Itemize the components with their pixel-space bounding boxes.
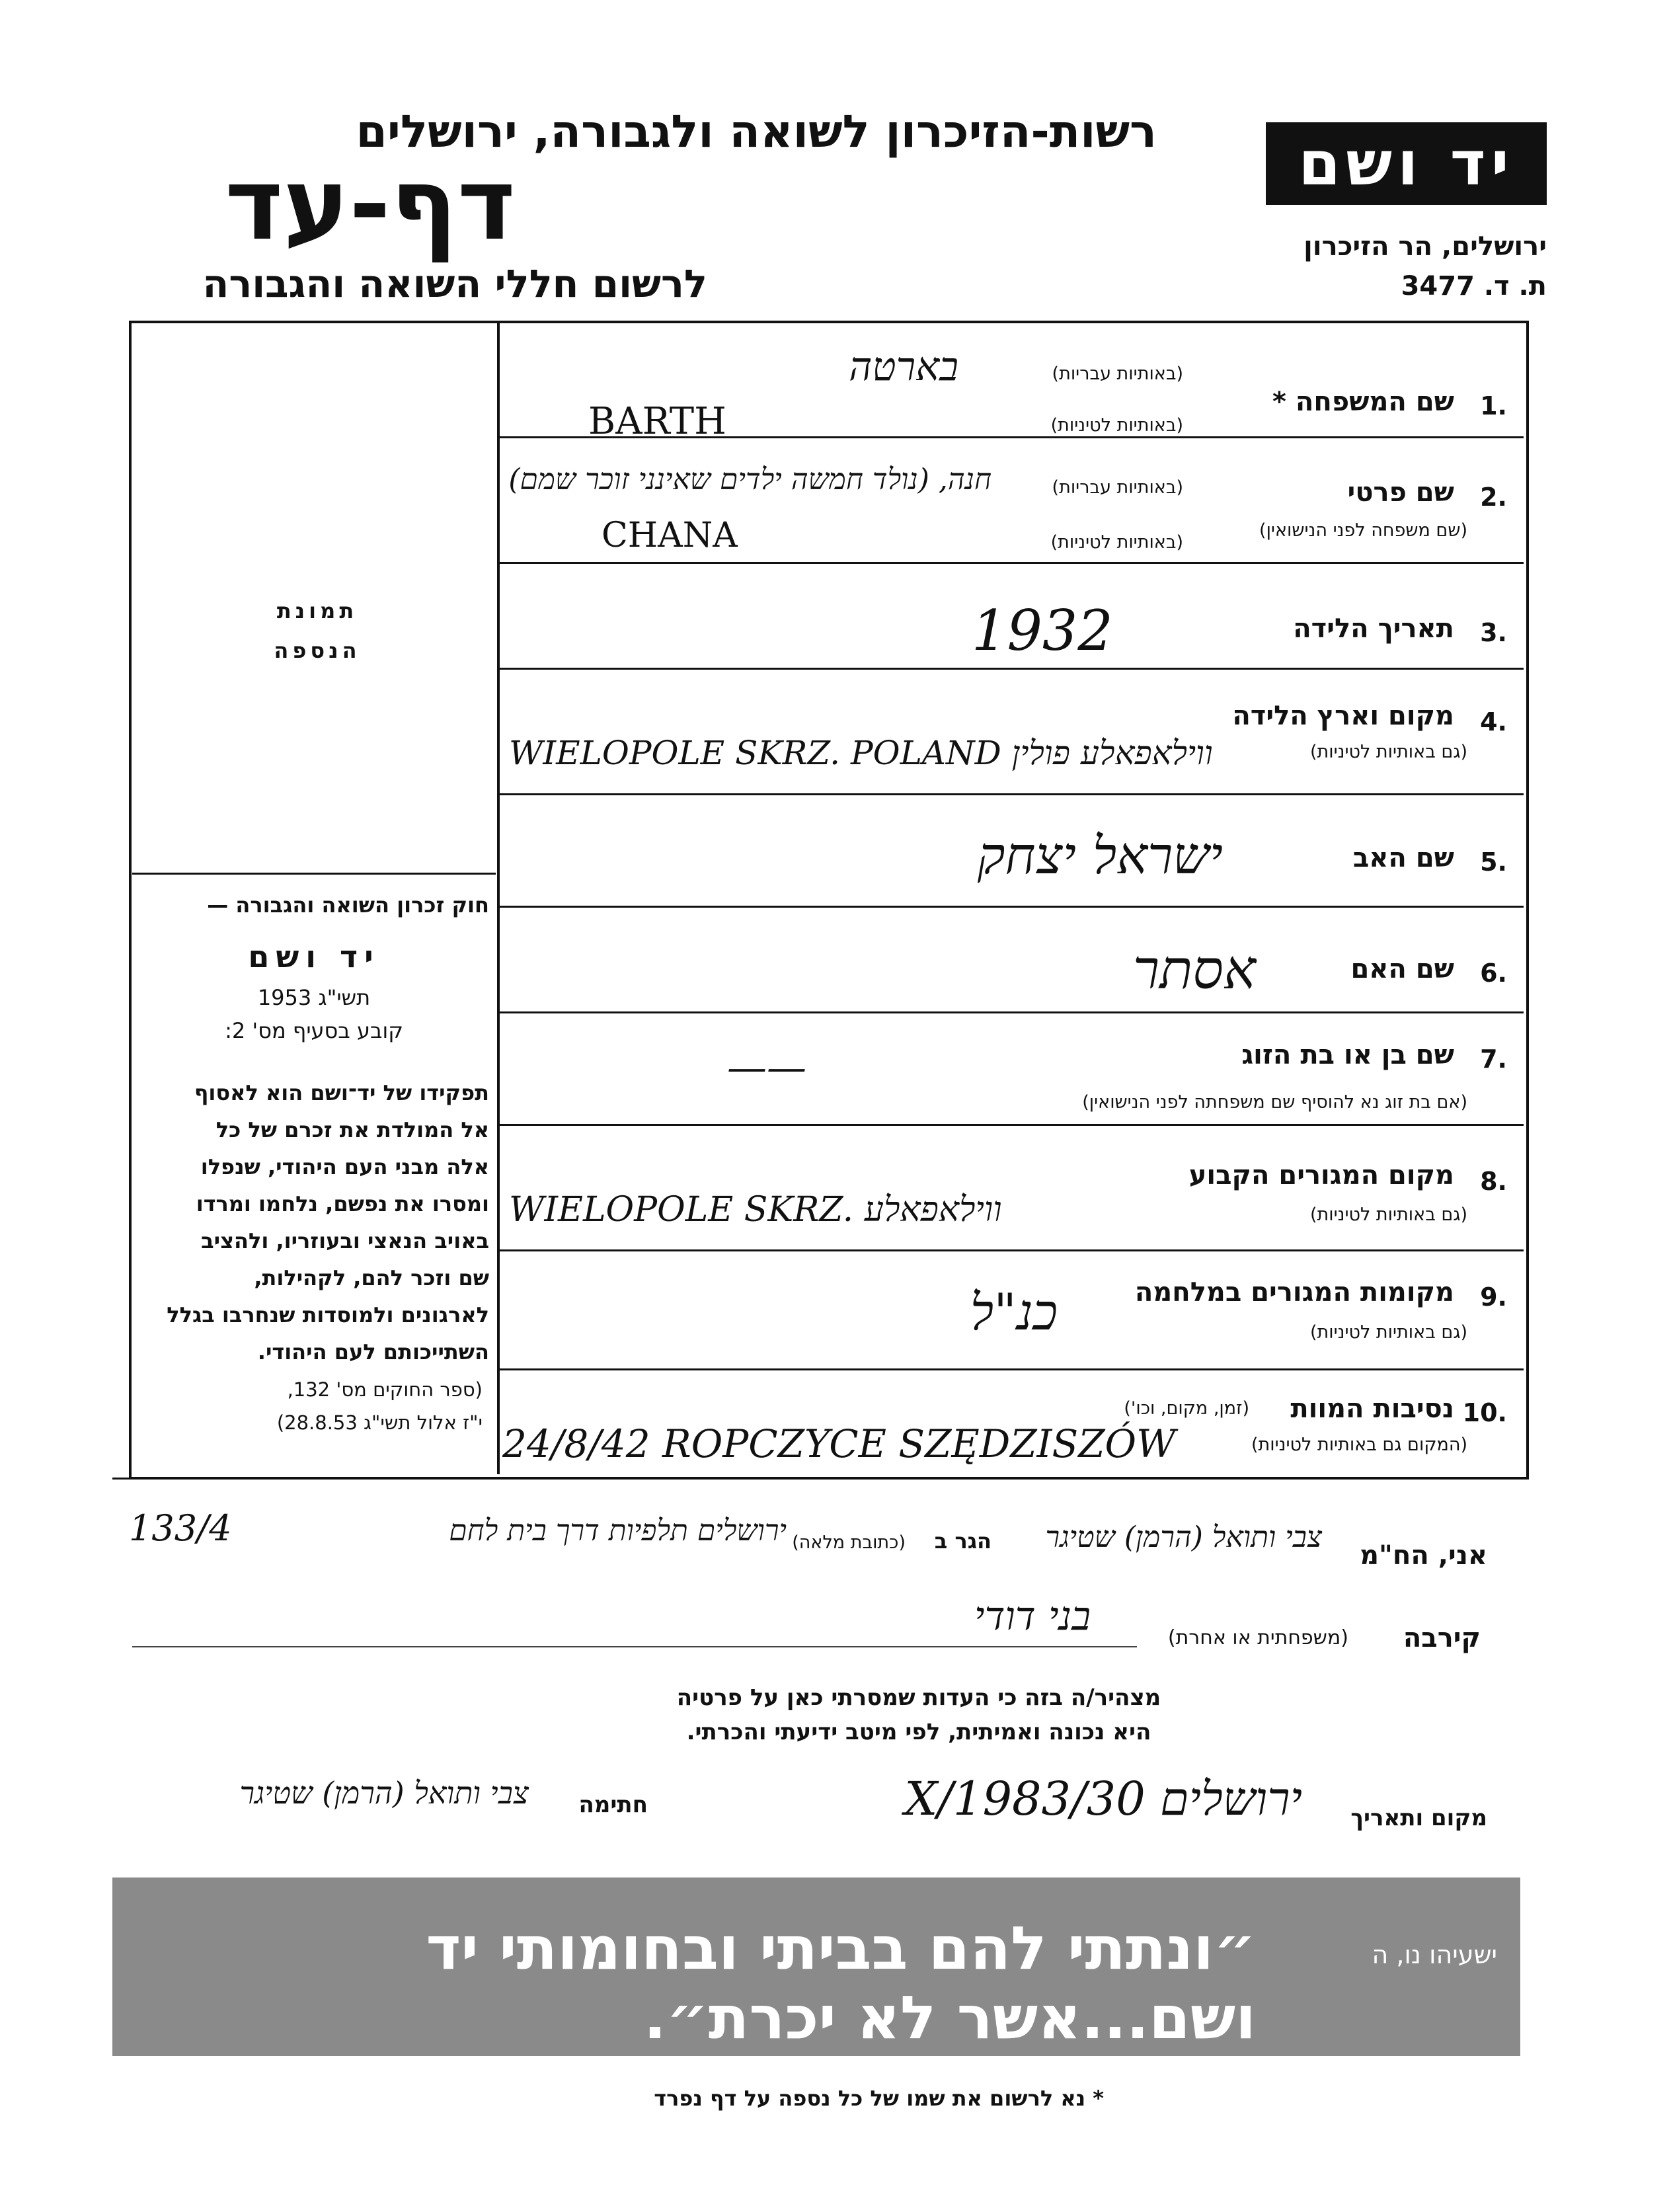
field-note: (המקום גם באותיות לטיניות) (1251, 1435, 1467, 1455)
surname-hebrew-value: בארטה (849, 344, 958, 390)
law-source: י"ז אלול תשי"ג 28.8.53) (276, 1411, 483, 1434)
first-name-latin-value: CHANA (602, 516, 738, 555)
law-title: חוק זכרון השואה והגבורה — (207, 892, 489, 918)
signature-label: חתימה (578, 1792, 648, 1818)
witness-prefix: אני, הח"מ (1360, 1540, 1487, 1571)
witness-name-value: צבי ותואל (הרמן) שטיגר (1045, 1521, 1322, 1554)
relation-value: בני דודי (974, 1593, 1091, 1639)
father-name-value: ישראל יצחק (977, 826, 1223, 886)
field-note: (גם באותיות לטיניות) (1309, 1205, 1467, 1225)
row-divider (499, 793, 1524, 795)
address: ירושלים, הר הזיכרון (1303, 231, 1547, 262)
field-label-mother: שם האם (1350, 954, 1454, 984)
photo-label: הנספה (274, 638, 361, 663)
relation-label: קירבה (1403, 1623, 1481, 1653)
field-note: (שם משפחה לפני הנישואין) (1259, 520, 1467, 541)
law-clause: קובע בסעיף מס' 2: (225, 1018, 403, 1043)
surname-latin-value: BARTH (588, 400, 726, 443)
field-label-wartime-residence: מקומות המגורים במלחמה (1134, 1277, 1454, 1308)
page-subtitle: לרשום חללי השואה והגבורה (202, 261, 707, 306)
footer-note: * נא לרשום את שמו של כל נספה על דף נפרד (654, 2086, 1104, 2111)
field-number: 4. (1480, 707, 1507, 736)
wartime-residence-value: כנ"ל (970, 1283, 1058, 1341)
law-source: (ספר החוקים מס' 132, (287, 1378, 483, 1401)
field-label-residence: מקום המגורים הקבוע (1188, 1160, 1454, 1191)
row-divider (499, 1011, 1524, 1013)
field-number: 3. (1480, 618, 1507, 647)
field-number: 10. (1462, 1398, 1507, 1427)
law-line: השתייכותם לעם היהודי. (257, 1339, 489, 1364)
lives-at-label: הגר ב (934, 1528, 991, 1554)
quote-text: ״ונתתי להם בביתי ובחומותי יד ושם...אשר לא יכרת״. (426, 1914, 1256, 2053)
relation-note: (משפחתית או אחרת) (1167, 1626, 1348, 1649)
field-number: 2. (1480, 483, 1507, 512)
law-line: תפקידו של יד־ושם הוא לאסוף (194, 1080, 489, 1105)
mother-name-value: אסתר (1132, 939, 1256, 1002)
relation-underline (132, 1646, 1137, 1647)
photo-label: תמונת (276, 598, 358, 623)
house-number-value: 133/4 (129, 1507, 232, 1549)
field-note: (גם באותיות לטיניות) (1309, 742, 1467, 762)
field-label-spouse: שם בן או בת הזוג (1241, 1040, 1454, 1070)
declaration-line: מצהיר/ה בזה כי העדות שמסרתי כאן על פרטיה (676, 1684, 1161, 1711)
birthplace-value: WIELOPOLE SKRZ. POLAND ווילאפאלע פולין (509, 734, 1213, 772)
place-date-value: ירושלים 30/X/1983 (904, 1772, 1302, 1826)
birth-date-value: 1932 (972, 598, 1113, 663)
law-name: יד ושם (248, 939, 380, 974)
page-title: דף-עד (225, 147, 516, 262)
field-label-death: נסיבות המוות (1290, 1394, 1454, 1424)
row-divider (499, 1249, 1524, 1251)
row-divider (499, 1368, 1524, 1370)
residence-value: WIELOPOLE SKRZ. ווילאפאלע (509, 1190, 1002, 1230)
place-date-label: מקום ותאריך (1350, 1805, 1487, 1831)
field-label-first-name: שם פרטי (1347, 477, 1454, 508)
field-sub-latin: (באותיות לטיניות) (1050, 415, 1183, 436)
law-year: תשי"ג 1953 (257, 985, 371, 1010)
law-line: שם וזכר להם, לקהילות, (254, 1265, 489, 1290)
law-line: ומסרו את נפשם, נלחמו ומרדו (196, 1191, 489, 1216)
address-note: (כתובת מלאה) (792, 1532, 906, 1553)
po-box: ת. ד. 3477 (1401, 271, 1547, 301)
field-number: 1. (1480, 391, 1507, 420)
field-number: 9. (1480, 1283, 1507, 1312)
row-divider (499, 668, 1524, 670)
witness-address-value: ירושלים תלפיות דרך בית לחם (449, 1514, 787, 1548)
org-name: רשות-הזיכרון לשואה ולגבורה, ירושלים (356, 106, 1157, 158)
field-number: 5. (1480, 848, 1507, 877)
yad-vashem-logo: יד ושם (1266, 122, 1547, 205)
field-label-father: שם האב (1352, 843, 1454, 873)
row-divider (112, 1478, 1524, 1480)
field-number: 7. (1480, 1045, 1507, 1074)
field-sub-hebrew: (באותיות עבריות) (1052, 364, 1183, 384)
death-circumstances-value: 24/8/42 ROPCZYCE SZĘDZISZÓW (502, 1421, 1176, 1466)
field-label-note: (זמן, מקום, וכו') (1124, 1398, 1249, 1419)
law-line: אל המולדת את זכרם של כל (215, 1117, 489, 1142)
field-sub-latin: (באותיות לטיניות) (1050, 532, 1183, 553)
law-line: באויב הנאצי ובעוזריו, ולהציב (201, 1228, 489, 1253)
row-divider (499, 1124, 1524, 1126)
field-label-birthplace: מקום וארץ הלידה (1232, 701, 1454, 731)
row-divider (499, 562, 1524, 564)
row-divider (499, 906, 1524, 908)
field-label-surname: שם המשפחה * (1272, 387, 1454, 417)
field-number: 6. (1480, 959, 1507, 988)
signature-value: צבי ותואל (הרמן) שטיגר (239, 1775, 529, 1811)
spouse-value: —— (727, 1045, 806, 1091)
law-line: לארגונים ולמוסדות שנחרבו בגלל (167, 1302, 489, 1327)
field-note: (אם בת זוג נא להוסיף שם משפחתה לפני הנישואין) (1082, 1092, 1467, 1113)
law-text (136, 1074, 489, 1370)
field-sub-hebrew: (באותיות עבריות) (1052, 477, 1183, 498)
first-name-hebrew-value: חנה, (נולד חמשה ילדים שאינני זוכר שמם) (508, 463, 991, 496)
field-label-birth-date: תאריך הלידה (1293, 613, 1454, 644)
quote-source: ישעיהו נו, ה (1372, 1940, 1497, 1969)
law-line: אלה מבני העם היהודי, שנפלו (200, 1154, 489, 1179)
field-note: (גם באותיות לטיניות) (1309, 1322, 1467, 1343)
field-number: 8. (1480, 1167, 1507, 1196)
declaration-line: היא נכונה ואמיתית, לפי מיטב ידיעתי והכרתי. (686, 1719, 1151, 1745)
